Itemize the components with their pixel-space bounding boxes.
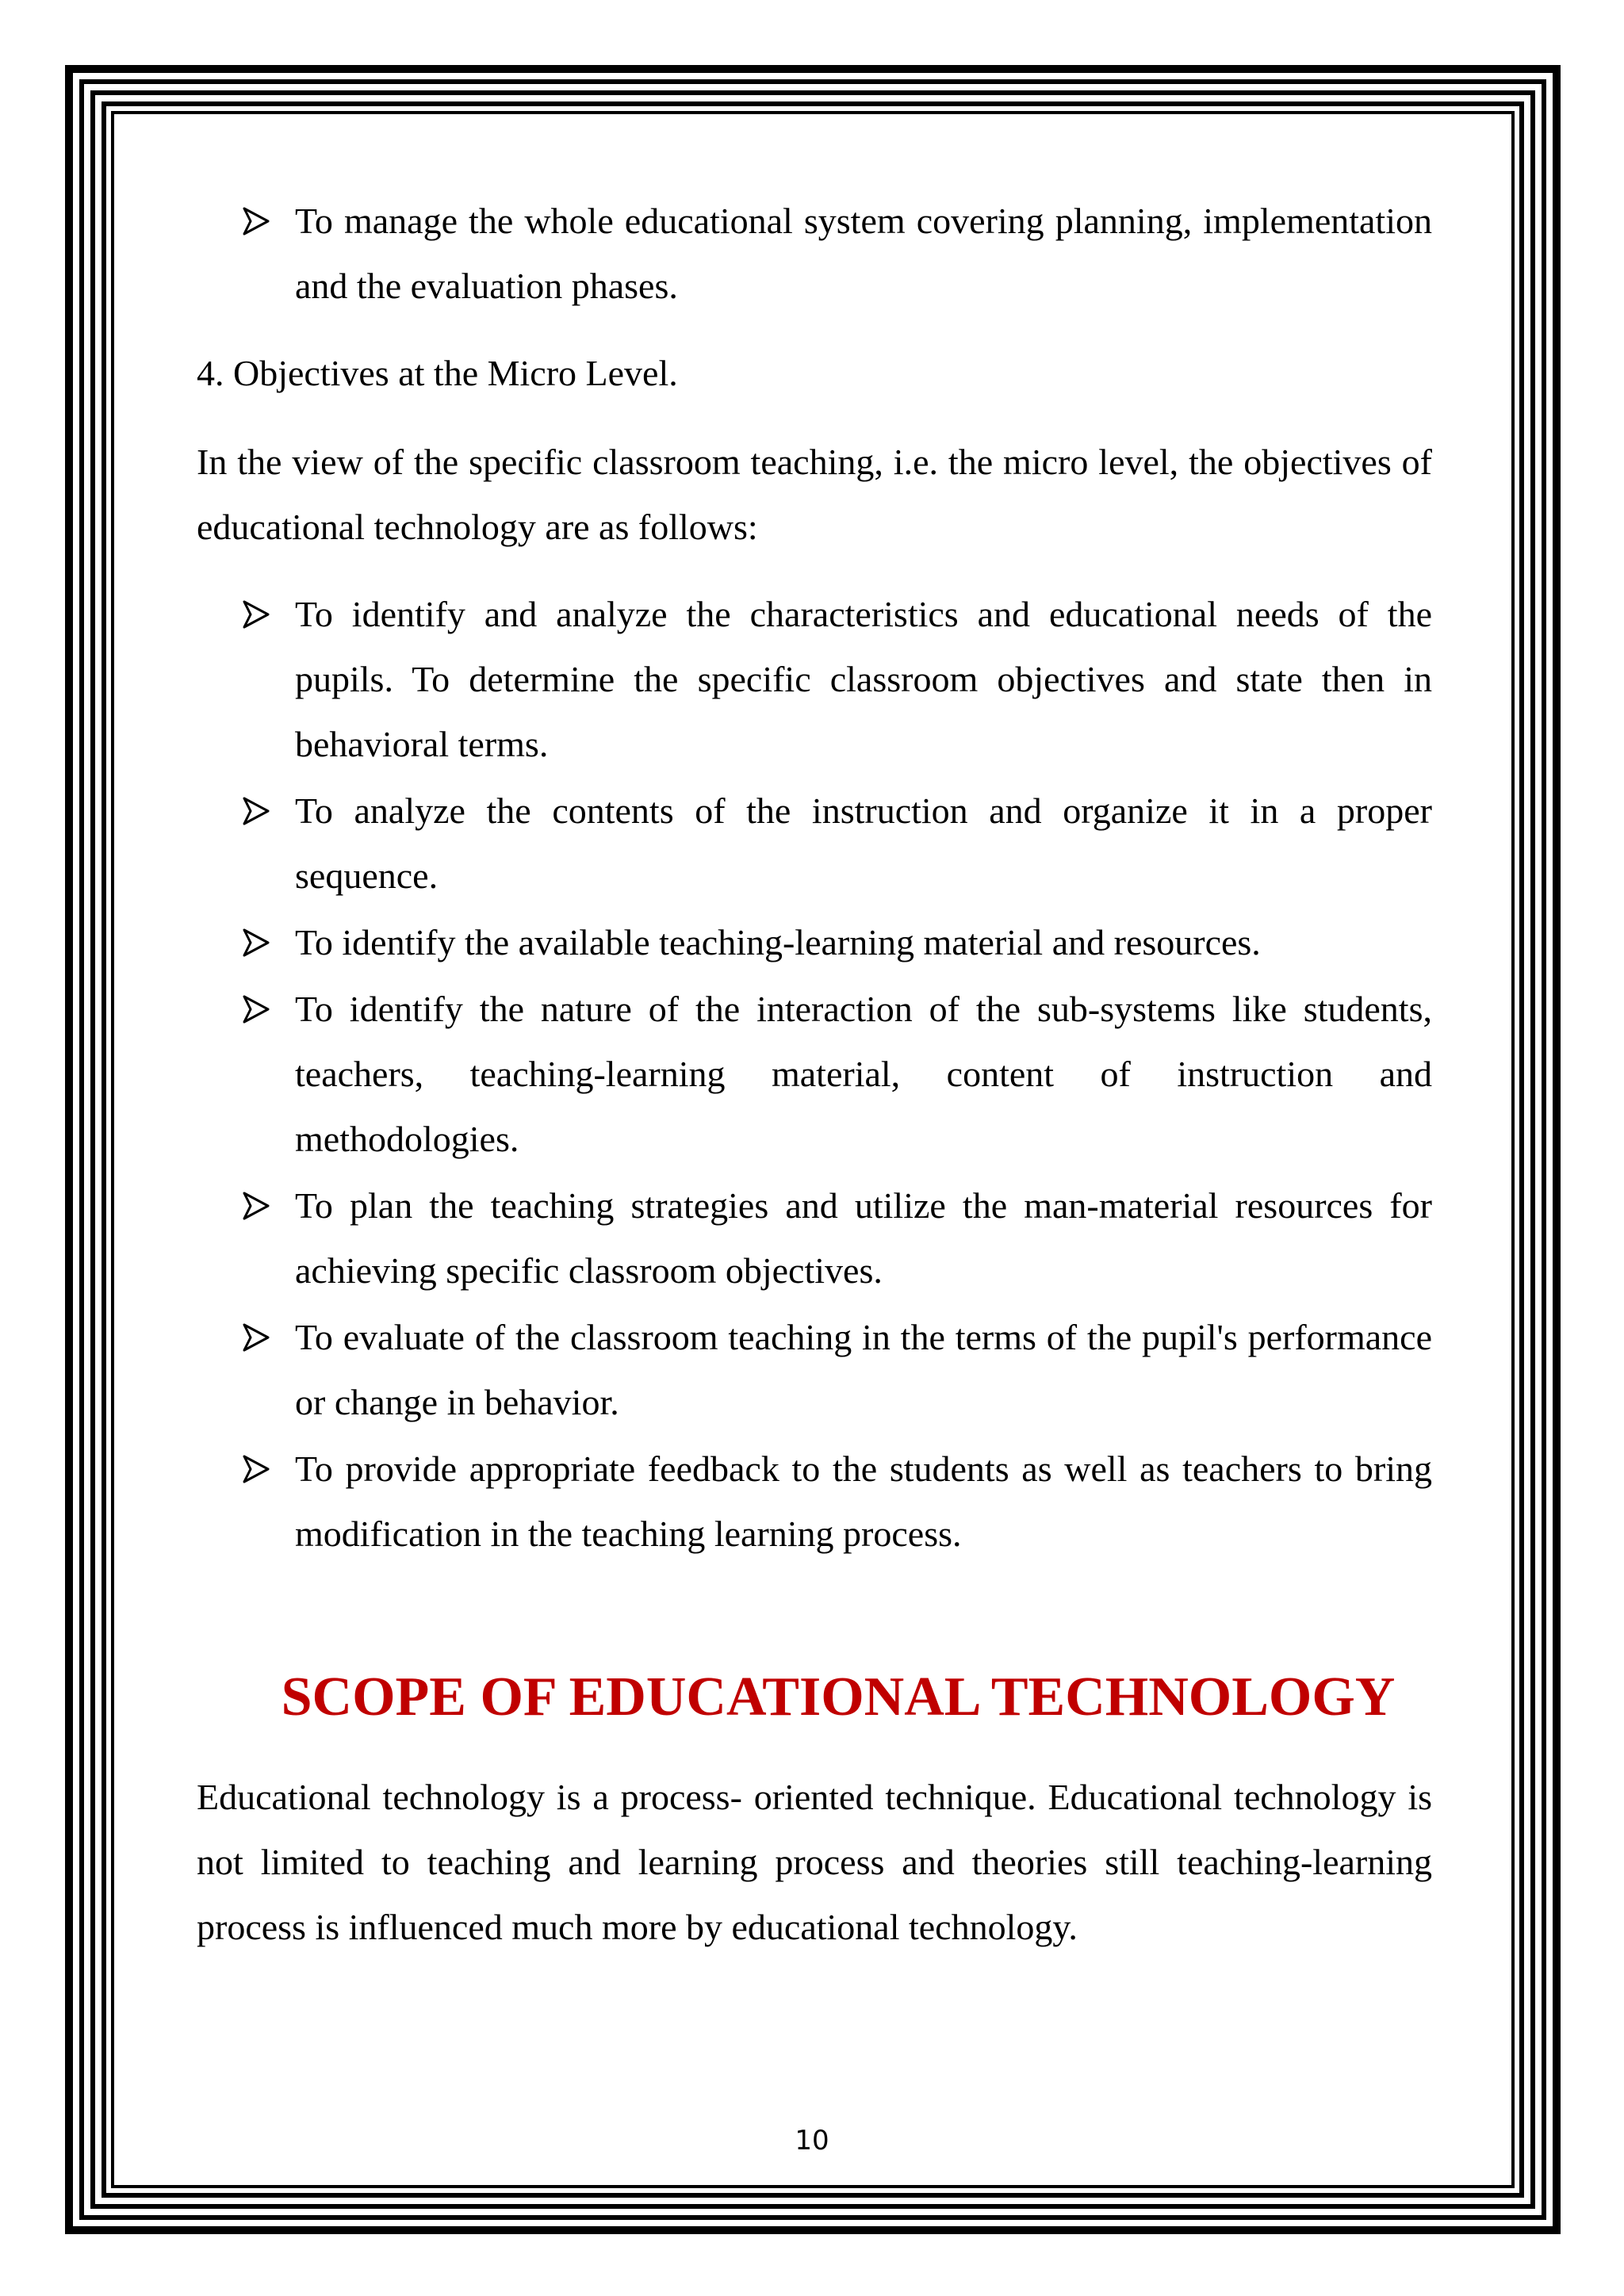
arrowhead-bullet-icon (243, 779, 274, 844)
list-item (197, 1305, 1432, 1435)
arrowhead-bullet-icon (243, 1305, 274, 1370)
list-item (197, 1437, 1432, 1567)
arrowhead-bullet-icon (243, 977, 274, 1042)
micro-objectives-list (197, 582, 1432, 1567)
micro-level-intro: In the view of the specific classroom teaching, i.e. the micro level, the objectives of educational technology are as follows: (197, 442, 1432, 547)
page-number: 10 (795, 2125, 829, 2156)
list-item-text: To identify the available teaching-learning material and resources. (295, 922, 1261, 962)
section-title: SCOPE OF EDUCATIONAL TECHNOLOGY (281, 1667, 1396, 1728)
list-item (197, 910, 1432, 975)
arrowhead-bullet-icon (243, 189, 274, 254)
list-item (197, 582, 1432, 777)
arrowhead-bullet-icon (243, 1437, 274, 1502)
list-item (197, 779, 1432, 909)
arrowhead-bullet-icon (243, 582, 274, 647)
list-item-text: To manage the whole educational system covering planning, implementation and the evaluation phases. (295, 201, 1432, 306)
arrowhead-bullet-icon (243, 1173, 274, 1238)
list-item-text: To identify and analyze the characteristics and educational needs of the pupils. To determine the specific classroom objectives and state then in behavioral terms. (295, 594, 1432, 764)
list-item (197, 1173, 1432, 1303)
document-body (197, 189, 1432, 1960)
list-item-text: To evaluate of the classroom teaching in the terms of the pupil's performance or change in behavior. (295, 1317, 1432, 1422)
micro-level-heading: 4. Objectives at the Micro Level. (197, 353, 678, 393)
list-item-text: To identify the nature of the interaction of the sub-systems like students, teachers, teaching-learning material, content of instruction and methodologies. (295, 989, 1432, 1159)
arrowhead-bullet-icon (243, 910, 274, 975)
list-item-text: To provide appropriate feedback to the students as well as teachers to bring modification in the teaching learning process. (295, 1448, 1432, 1554)
list-item (197, 977, 1432, 1172)
top-bullet-list (197, 189, 1432, 319)
list-item-text: To plan the teaching strategies and utilize the man-material resources for achieving specific classroom objectives. (295, 1185, 1432, 1291)
list-item (197, 189, 1432, 319)
scope-paragraph: Educational technology is a process- oriented technique. Educational technology is not limited to teaching and learning process and theories still teaching-learning process is influenced much more by educational technology. (197, 1777, 1432, 1947)
list-item-text: To analyze the contents of the instruction and organize it in a proper sequence. (295, 790, 1432, 896)
